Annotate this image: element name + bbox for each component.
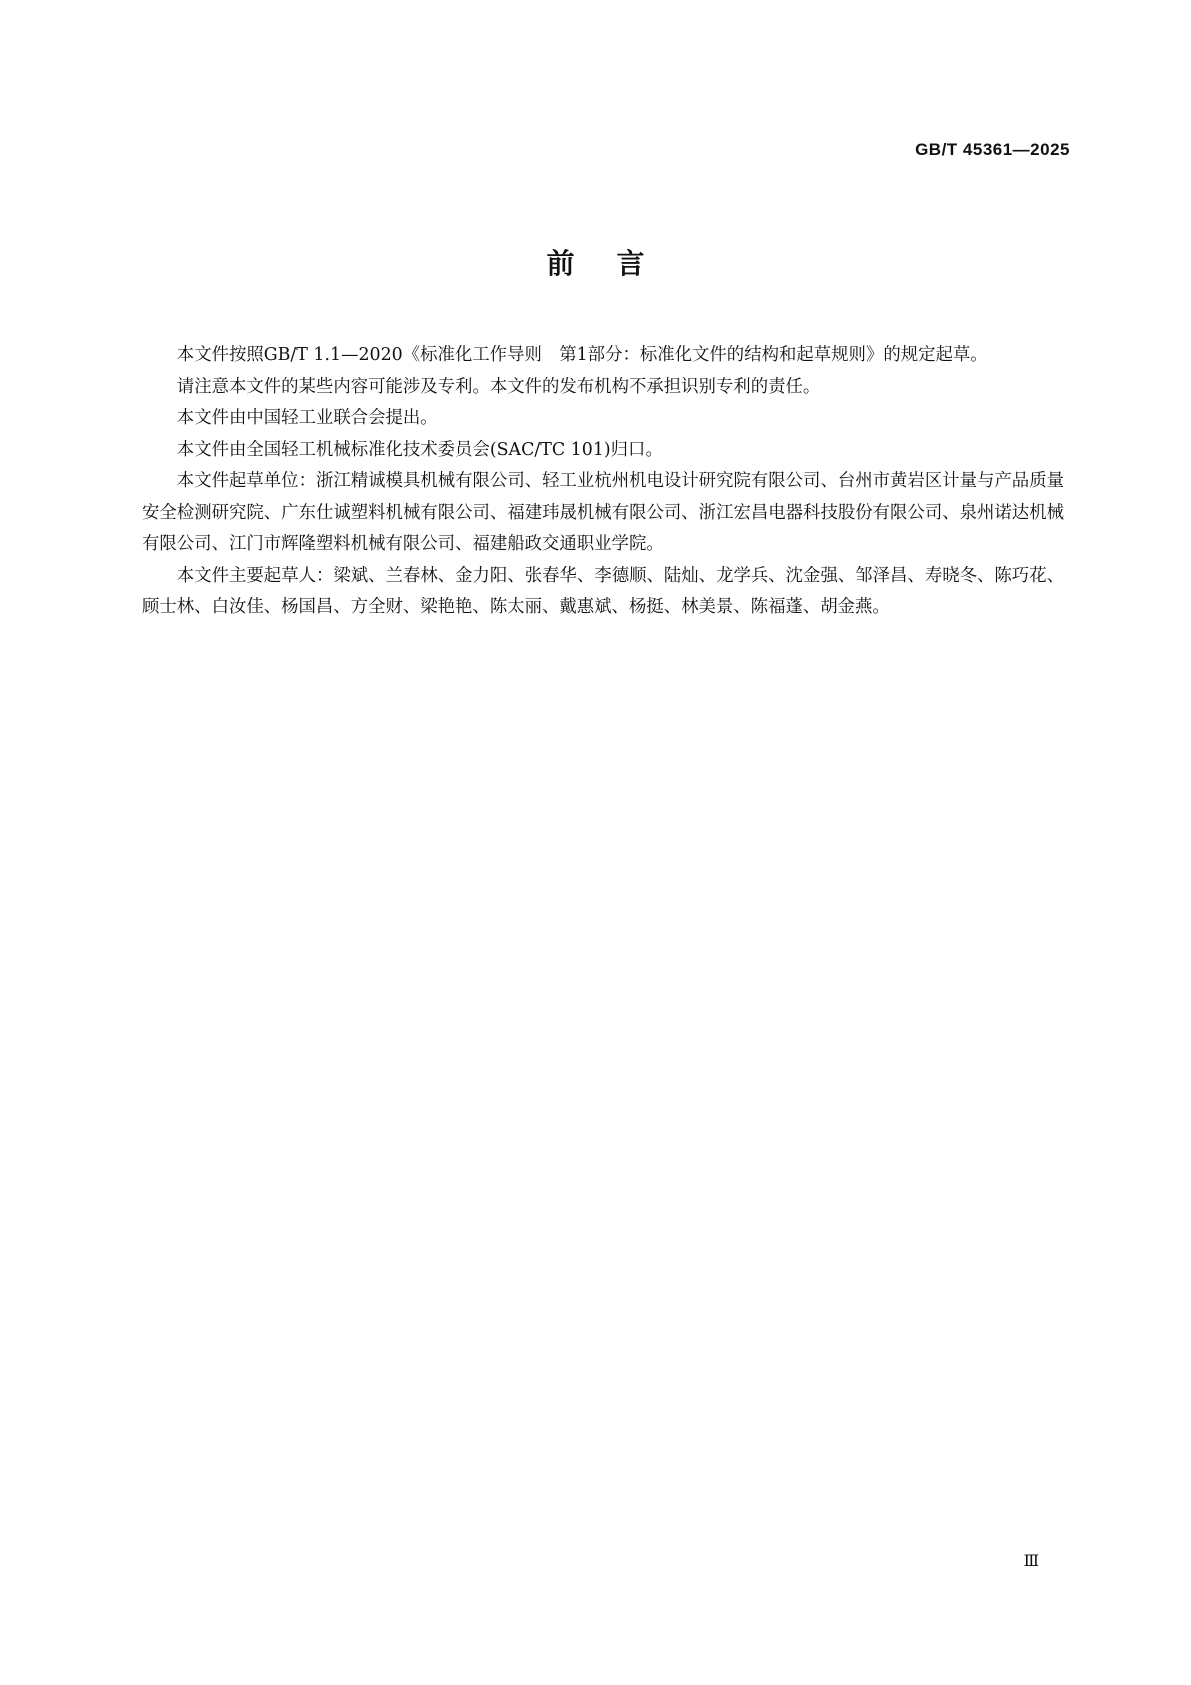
paragraph-proposer: 本文件由中国轻工业联合会提出。 — [176, 408, 438, 428]
page-number: Ⅲ — [1023, 1553, 1039, 1570]
document-code: GB/T 45361—2025 — [915, 140, 1070, 159]
paragraph-patent-notice: 请注意本文件的某些内容可能涉及专利。本文件的发布机构不承担识别专利的责任。 — [176, 376, 821, 397]
foreword-body — [142, 340, 1064, 624]
paragraph-drafting-units: 本文件起草单位：浙江精诚模具机械有限公司、轻工业杭州机电设计研究院有限公司、台州市黄岩区计量与产品质量安全检测研究院、广东仕诚塑料机械有限公司、福建玮晟机械有限公司、浙江宏昌电器科技股份有限公司、泉州诺达机械有限公司、江门市辉隆塑料机械有限公司、福建船政交通职业学院。 — [142, 471, 1064, 554]
page-title: 前言 — [546, 247, 687, 280]
paragraph-drafting-rules: 本文件按照GB/T 1.1—2020《标准化工作导则 第1部分：标准化文件的结构和起草规则》的规定起草。 — [176, 345, 988, 365]
paragraph-technical-committee: 本文件由全国轻工机械标准化技术委员会(SAC/TC 101)归口。 — [176, 439, 663, 460]
paragraph-main-drafters: 本文件主要起草人：梁斌、兰春林、金力阳、张春华、李德顺、陆灿、龙学兵、沈金强、邹泽昌、寿晓冬、陈巧花、顾士林、白汝佳、杨国昌、方全财、梁艳艳、陈太丽、戴惠斌、杨挺、林美景、陈福蓬、胡金燕。 — [142, 565, 1064, 617]
